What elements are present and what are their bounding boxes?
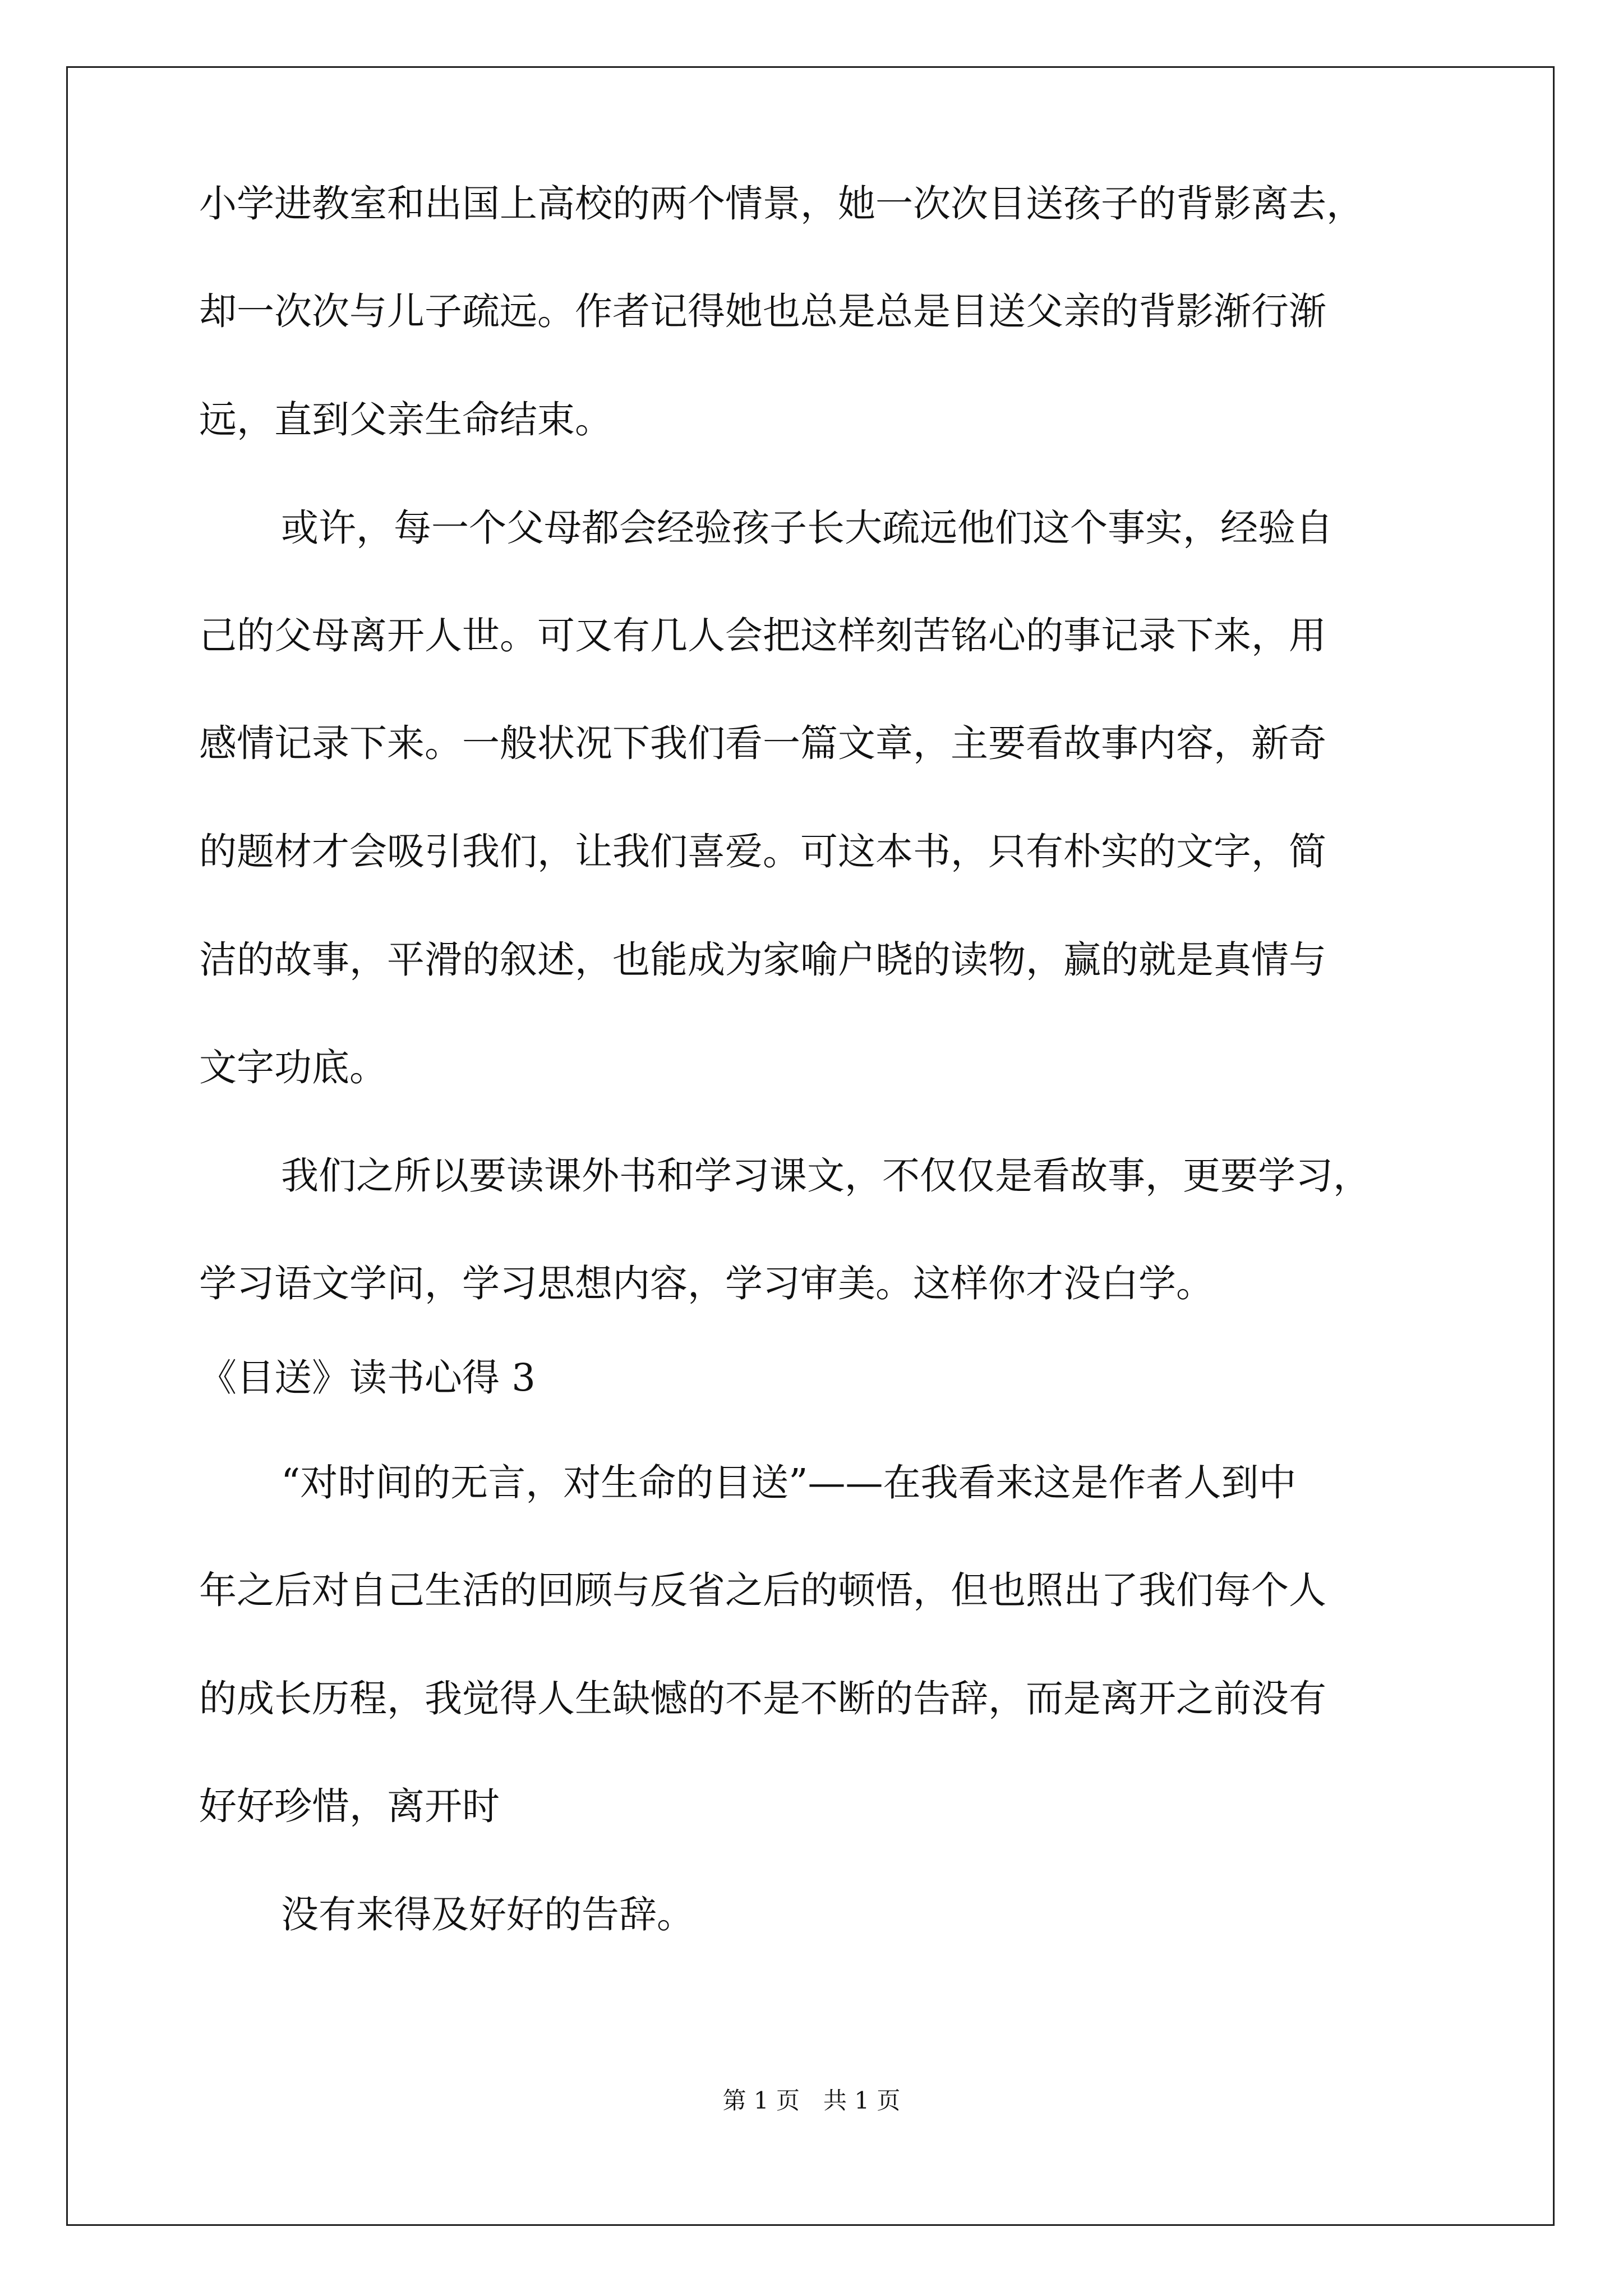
paragraph-line: 学习语文学问，学习思想内容，学习审美。这样你才没白学。: [199, 1262, 1214, 1305]
paragraph-line: 远，直到父亲生命结束。: [199, 398, 612, 441]
paragraph-line: 好好珍惜，离开时: [199, 1784, 500, 1828]
paragraph-line: 文字功底。: [199, 1046, 387, 1089]
paragraph-line: 没有来得及好好的告辞。: [281, 1893, 694, 1936]
paragraph-line: 却一次次与儿子疏远。作者记得她也总是总是目送父亲的背影渐行渐: [199, 289, 1326, 333]
paragraph-line: 或许，每一个父母都会经验孩子长大疏远他们这个事实，经验自: [281, 506, 1333, 550]
section-heading: 《目送》读书心得 3: [199, 1356, 536, 1400]
paragraph-line: 年之后对自己生活的回顾与反省之后的顿悟，但也照出了我们每个人: [199, 1568, 1326, 1612]
paragraph-line: 的题材才会吸引我们，让我们喜爱。可这本书，只有朴实的文字，简: [199, 830, 1326, 873]
paragraph-line: 洁的故事，平滑的叙述，也能成为家喻户晓的读物，赢的就是真情与: [199, 938, 1326, 982]
paragraph-line: 己的父母离开人世。可又有几人会把这样刻苦铭心的事记录下来，用: [199, 614, 1326, 657]
paragraph-line: 感情记录下来。一般状况下我们看一篇文章，主要看故事内容，新奇: [199, 721, 1326, 765]
paragraph-line: “对时间的无言，对生命的目送”——在我看来这是作者人到中: [281, 1461, 1297, 1504]
page-number-footer: 第 1 页 共 1 页: [722, 2087, 901, 2114]
paragraph-line: 我们之所以要读课外书和学习课文，不仅仅是看故事，更要学习，: [281, 1154, 1371, 1198]
paragraph-line: 小学进教室和出国上高校的两个情景，她一次次目送孩子的背影离去，: [199, 182, 1364, 226]
paragraph-line: 的成长历程，我觉得人生缺憾的不是不断的告辞，而是离开之前没有: [199, 1677, 1326, 1720]
